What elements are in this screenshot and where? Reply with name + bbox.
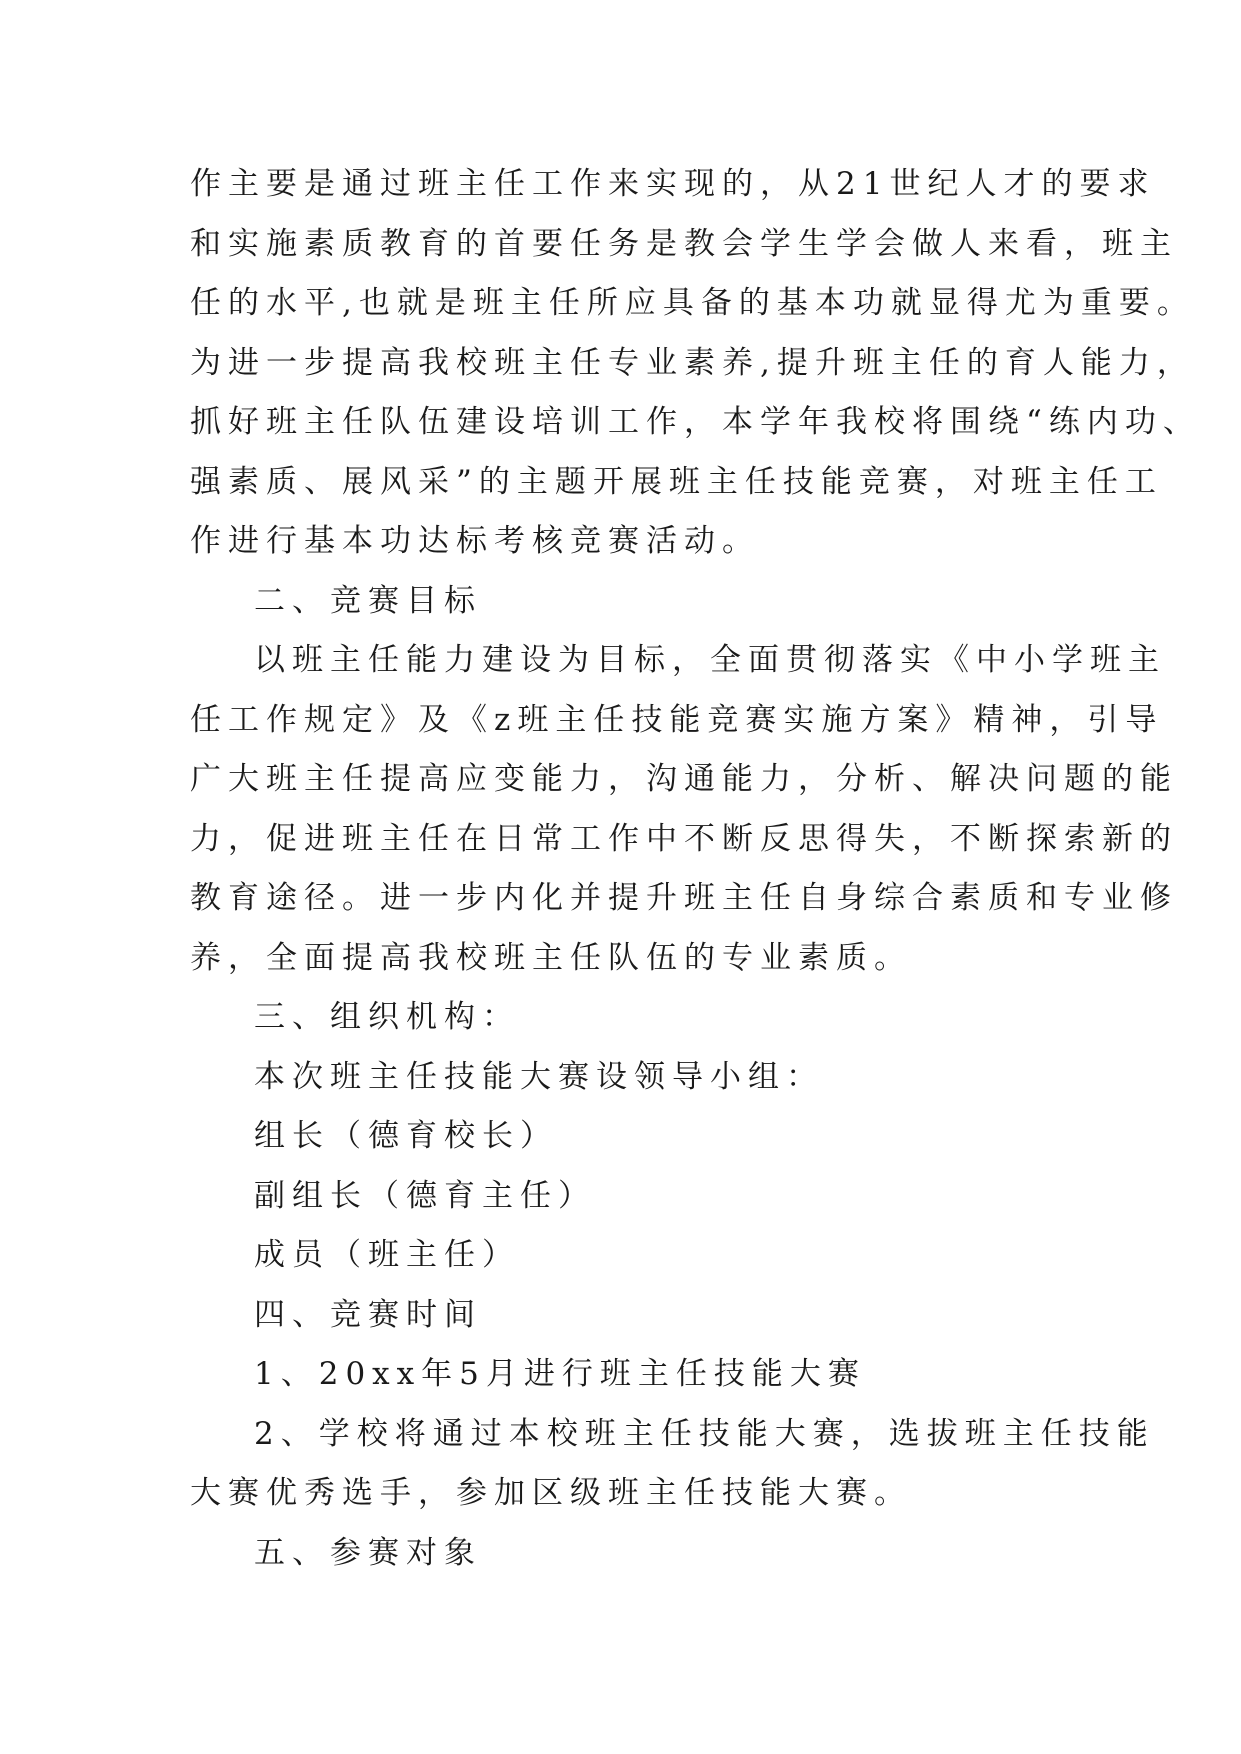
paragraph-line: 抓好班主任队伍建设培训工作，本学年我校将围绕“练内功、 bbox=[190, 404, 1201, 440]
list-item: 成员（班主任） bbox=[254, 1237, 520, 1273]
paragraph-line: 教育途径。进一步内化并提升班主任自身综合素质和专业修 bbox=[190, 880, 1178, 916]
paragraph-line: 作进行基本功达标考核竞赛活动。 bbox=[190, 523, 760, 559]
list-item: 1、20xx年5月进行班主任技能大赛 bbox=[254, 1356, 866, 1392]
paragraph-line: 强素质、展风采”的主题开展班主任技能竞赛，对班主任工 bbox=[190, 464, 1163, 500]
section-heading-time: 四、竞赛时间 bbox=[254, 1297, 482, 1333]
paragraph-line: 养，全面提高我校班主任队伍的专业素质。 bbox=[190, 940, 912, 976]
paragraph-line: 任工作规定》及《z班主任技能竞赛实施方案》精神，引导 bbox=[190, 702, 1164, 738]
paragraph-line: 广大班主任提高应变能力，沟通能力，分析、解决问题的能 bbox=[190, 761, 1178, 797]
paragraph-line: 作主要是通过班主任工作来实现的，从21世纪人才的要求 bbox=[190, 166, 1156, 202]
paragraph-line: 本次班主任技能大赛设领导小组： bbox=[254, 1059, 824, 1095]
list-item: 组长（德育校长） bbox=[254, 1118, 558, 1154]
section-heading-participants: 五、参赛对象 bbox=[254, 1535, 482, 1571]
paragraph-line: 力，促进班主任在日常工作中不断反思得失，不断探索新的 bbox=[190, 821, 1178, 857]
section-heading-goals: 二、竞赛目标 bbox=[254, 583, 482, 619]
paragraph-line: 大赛优秀选手，参加区级班主任技能大赛。 bbox=[190, 1475, 912, 1511]
paragraph-line: 以班主任能力建设为目标，全面贯彻落实《中小学班主 bbox=[254, 642, 1166, 678]
section-heading-organization: 三、组织机构： bbox=[254, 999, 520, 1035]
paragraph-line: 任的水平,也就是班主任所应具备的基本功就显得尤为重要。 bbox=[190, 285, 1195, 321]
list-item: 2、学校将通过本校班主任技能大赛，选拔班主任技能 bbox=[254, 1416, 1155, 1452]
paragraph-line: 和实施素质教育的首要任务是教会学生学会做人来看，班主 bbox=[190, 226, 1178, 262]
list-item: 副组长（德育主任） bbox=[254, 1178, 596, 1214]
paragraph-line: 为进一步提高我校班主任专业素养,提升班主任的育人能力， bbox=[190, 345, 1195, 381]
